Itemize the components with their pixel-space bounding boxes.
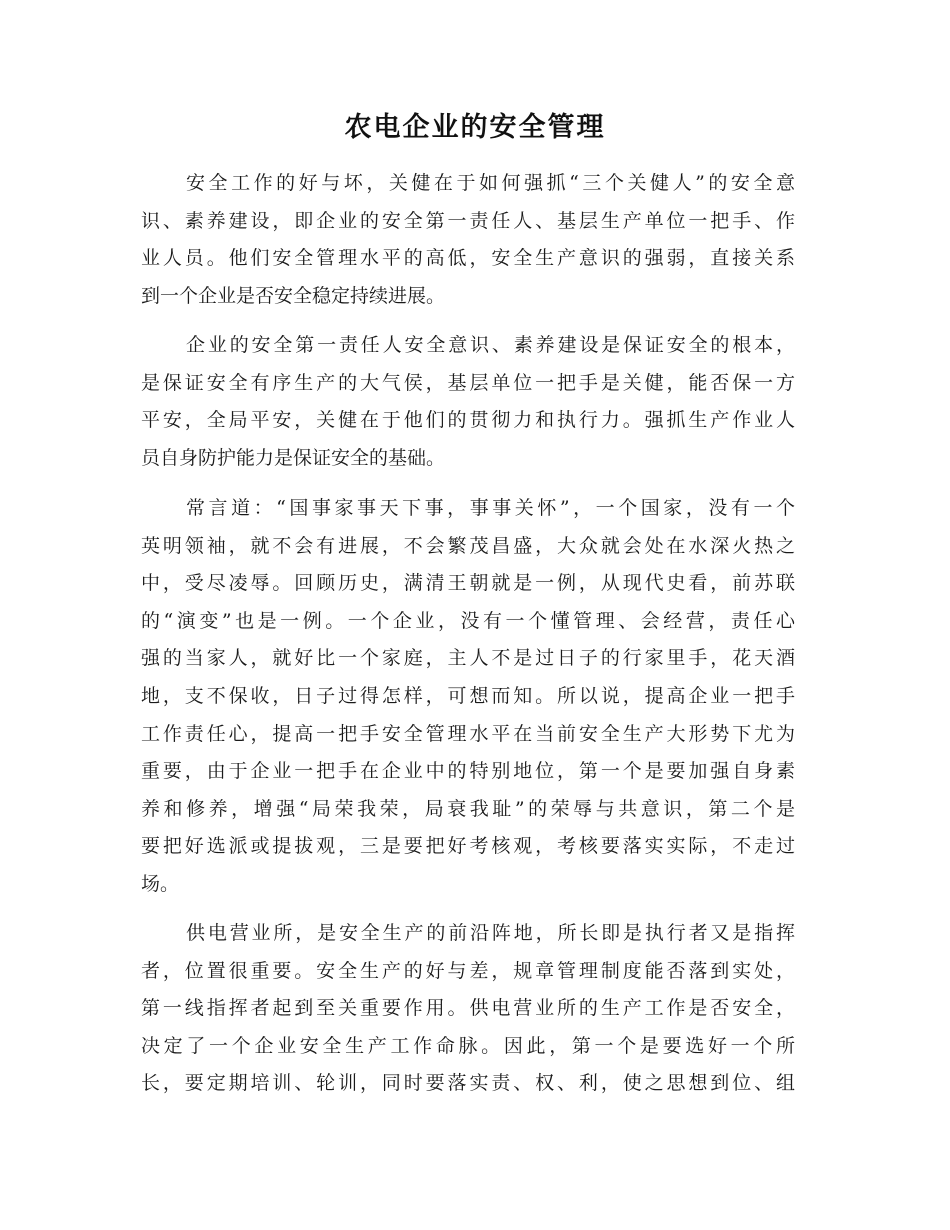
paragraph-line: 英明领袖，就不会有进展，不会繁茂昌盛，大众就会处在水深火热之 bbox=[141, 534, 795, 557]
paragraph-line: 地，支不保收，日子过得怎样，可想而知。所以说，提高企业一把手 bbox=[141, 684, 795, 707]
paragraph-line: 者，位置很重要。安全生产的好与差，规章管理制度能否落到实处， bbox=[141, 959, 795, 982]
paragraph-line: 养和修养，增强“局荣我荣，局衰我耻”的荣辱与共意识，第二个是 bbox=[141, 797, 795, 820]
paragraph-line: 决定了一个企业安全生产工作命脉。因此，第一个是要选好一个所 bbox=[141, 1034, 795, 1057]
paragraph-3 bbox=[141, 490, 795, 904]
paragraph-line: 安全工作的好与坏，关健在于如何强抓“三个关健人”的安全意 bbox=[186, 172, 795, 194]
paragraph-line: 是保证安全有序生产的大气侯，基层单位一把手是关健，能否保一方 bbox=[141, 371, 795, 394]
paragraph-line: 工作责任心，提高一把手安全管理水平在当前安全生产大形势下尤为 bbox=[141, 722, 795, 745]
document-title: 农电企业的安全管理 bbox=[344, 112, 606, 143]
paragraph-2 bbox=[141, 327, 795, 477]
paragraph-line: 重要，由于企业一把手在企业中的特别地位，第一个是要加强自身素 bbox=[141, 760, 795, 783]
paragraph-line: 场。 bbox=[141, 872, 180, 895]
paragraph-line: 要把好选派或提拔观，三是要把好考核观，考核要落实实际，不走过 bbox=[141, 835, 795, 858]
paragraph-line: 中，受尽凌辱。回顾历史，满清王朝就是一例，从现代史看，前苏联 bbox=[141, 572, 795, 595]
paragraph-line: 第一线指挥者起到至关重要作用。供电营业所的生产工作是否安全， bbox=[141, 997, 795, 1020]
paragraph-line: 供电营业所，是安全生产的前沿阵地，所长即是执行者又是指挥 bbox=[186, 922, 795, 944]
paragraph-4 bbox=[141, 915, 795, 1103]
paragraph-line: 员自身防护能力是保证安全的基础。 bbox=[141, 446, 446, 469]
paragraph-line: 强的当家人，就好比一个家庭，主人不是过日子的行家里手，花天酒 bbox=[141, 647, 795, 670]
paragraph-line: 企业的安全第一责任人安全意识、素养建设是保证安全的根本， bbox=[186, 334, 795, 356]
paragraph-line: 的“演变”也是一例。一个企业，没有一个懂管理、会经营，责任心 bbox=[141, 609, 795, 632]
paragraph-line: 长，要定期培训、轮训，同时要落实责、权、利，使之思想到位、组 bbox=[141, 1072, 795, 1095]
paragraph-line: 平安，全局平安，关健在于他们的贯彻力和执行力。强抓生产作业人 bbox=[141, 409, 795, 432]
paragraph-line: 识、素养建设，即企业的安全第一责任人、基层生产单位一把手、作 bbox=[141, 209, 795, 232]
paragraph-line: 常言道：“国事家事天下事，事事关怀”，一个国家，没有一个 bbox=[186, 497, 795, 519]
paragraph-line: 到一个企业是否安全稳定持续进展。 bbox=[141, 284, 446, 307]
paragraph-line: 业人员。他们安全管理水平的高低，安全生产意识的强弱，直接关系 bbox=[141, 247, 795, 270]
paragraph-1 bbox=[141, 165, 795, 315]
